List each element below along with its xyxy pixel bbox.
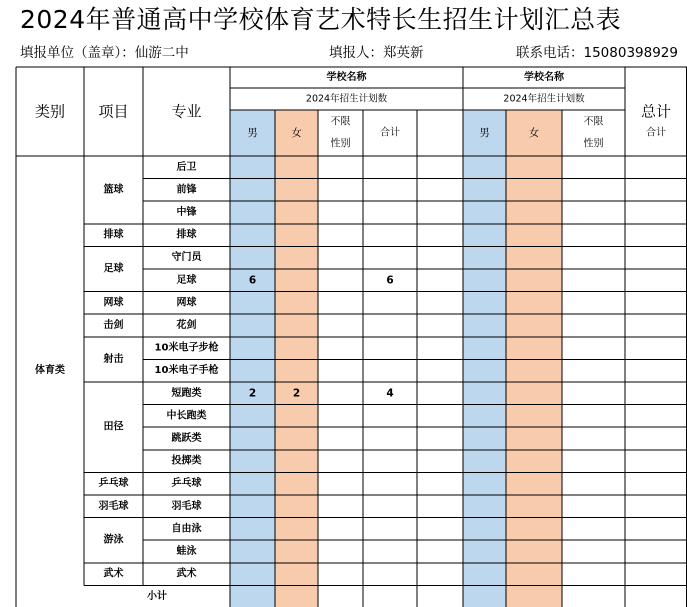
page-title: 2024年普通高中学校体育艺术特长生招生计划汇总表 (20, 5, 622, 34)
header-school-name: 学校名称 (524, 72, 564, 83)
header-any-gender: 不限 (330, 116, 351, 128)
item-cell: 武术 (103, 568, 124, 580)
major-cell: 花剑 (176, 320, 197, 331)
header-category: 类别 (34, 102, 66, 121)
item-cell: 击剑 (103, 320, 124, 331)
subtotal-label: 小计 (147, 591, 167, 603)
major-cell: 乒乓球 (171, 478, 202, 490)
header-any-gender: 性别 (583, 138, 604, 150)
male-column-bg (230, 110, 275, 607)
major-cell: 10米电子手枪 (154, 365, 219, 377)
header-school-name: 学校名称 (326, 72, 367, 83)
header-male: 男 (479, 127, 490, 139)
major-cell: 网球 (176, 297, 197, 309)
category-cell: 体育类 (35, 365, 65, 377)
header-plan: 2024年招生计划数 (503, 93, 585, 105)
major-cell: 短跑类 (171, 387, 202, 399)
major-cell: 排球 (176, 229, 197, 241)
value-male: 6 (248, 274, 257, 287)
item-cell: 游泳 (103, 534, 124, 546)
header-any-gender: 不限 (583, 116, 604, 128)
major-cell: 足球 (176, 274, 197, 286)
person-info: 填报人：郑英新 (329, 45, 424, 61)
header-total: 总计 (640, 102, 672, 121)
major-cell: 守门员 (171, 252, 202, 264)
value-female: 2 (292, 387, 301, 400)
item-cell: 排球 (103, 229, 124, 241)
header-item: 项目 (98, 102, 129, 121)
major-cell: 前锋 (176, 184, 197, 196)
item-cell: 射击 (103, 353, 124, 365)
value-male: 2 (248, 387, 257, 400)
major-cell: 蛙泳 (176, 546, 197, 557)
header-sum: 合计 (380, 127, 400, 139)
female-column-bg (275, 110, 318, 607)
phone-info: 联系电话：15080398929 (516, 45, 678, 61)
item-cell: 网球 (103, 297, 124, 309)
header-plan: 2024年招生计划数 (305, 93, 388, 105)
header-female: 女 (291, 127, 302, 139)
header-major: 专业 (171, 102, 202, 121)
value-sum: 4 (386, 387, 394, 400)
major-cell: 投掷类 (171, 455, 202, 467)
item-cell: 羽毛球 (98, 500, 129, 512)
major-cell: 武术 (176, 568, 197, 580)
item-cell: 乒乓球 (98, 478, 129, 490)
major-cell: 自由泳 (171, 523, 202, 535)
unit-info: 填报单位（盖章）：仙游二中 (20, 45, 189, 61)
major-cell: 后卫 (176, 161, 197, 173)
female-column-bg (506, 110, 562, 607)
value-sum: 6 (386, 274, 394, 287)
header-sum: 合计 (646, 127, 666, 139)
header-any-gender: 性别 (330, 138, 351, 150)
item-cell: 田径 (103, 421, 124, 433)
major-cell: 中锋 (176, 207, 197, 218)
major-cell: 羽毛球 (171, 500, 202, 512)
header-male: 男 (247, 127, 258, 139)
male-column-bg (463, 110, 506, 607)
header-female: 女 (528, 127, 540, 139)
item-cell: 篮球 (103, 184, 124, 196)
major-cell: 跳跃类 (171, 433, 202, 444)
major-cell: 中长跑类 (166, 410, 207, 422)
item-cell: 足球 (103, 263, 124, 275)
major-cell: 10米电子步枪 (154, 342, 219, 354)
